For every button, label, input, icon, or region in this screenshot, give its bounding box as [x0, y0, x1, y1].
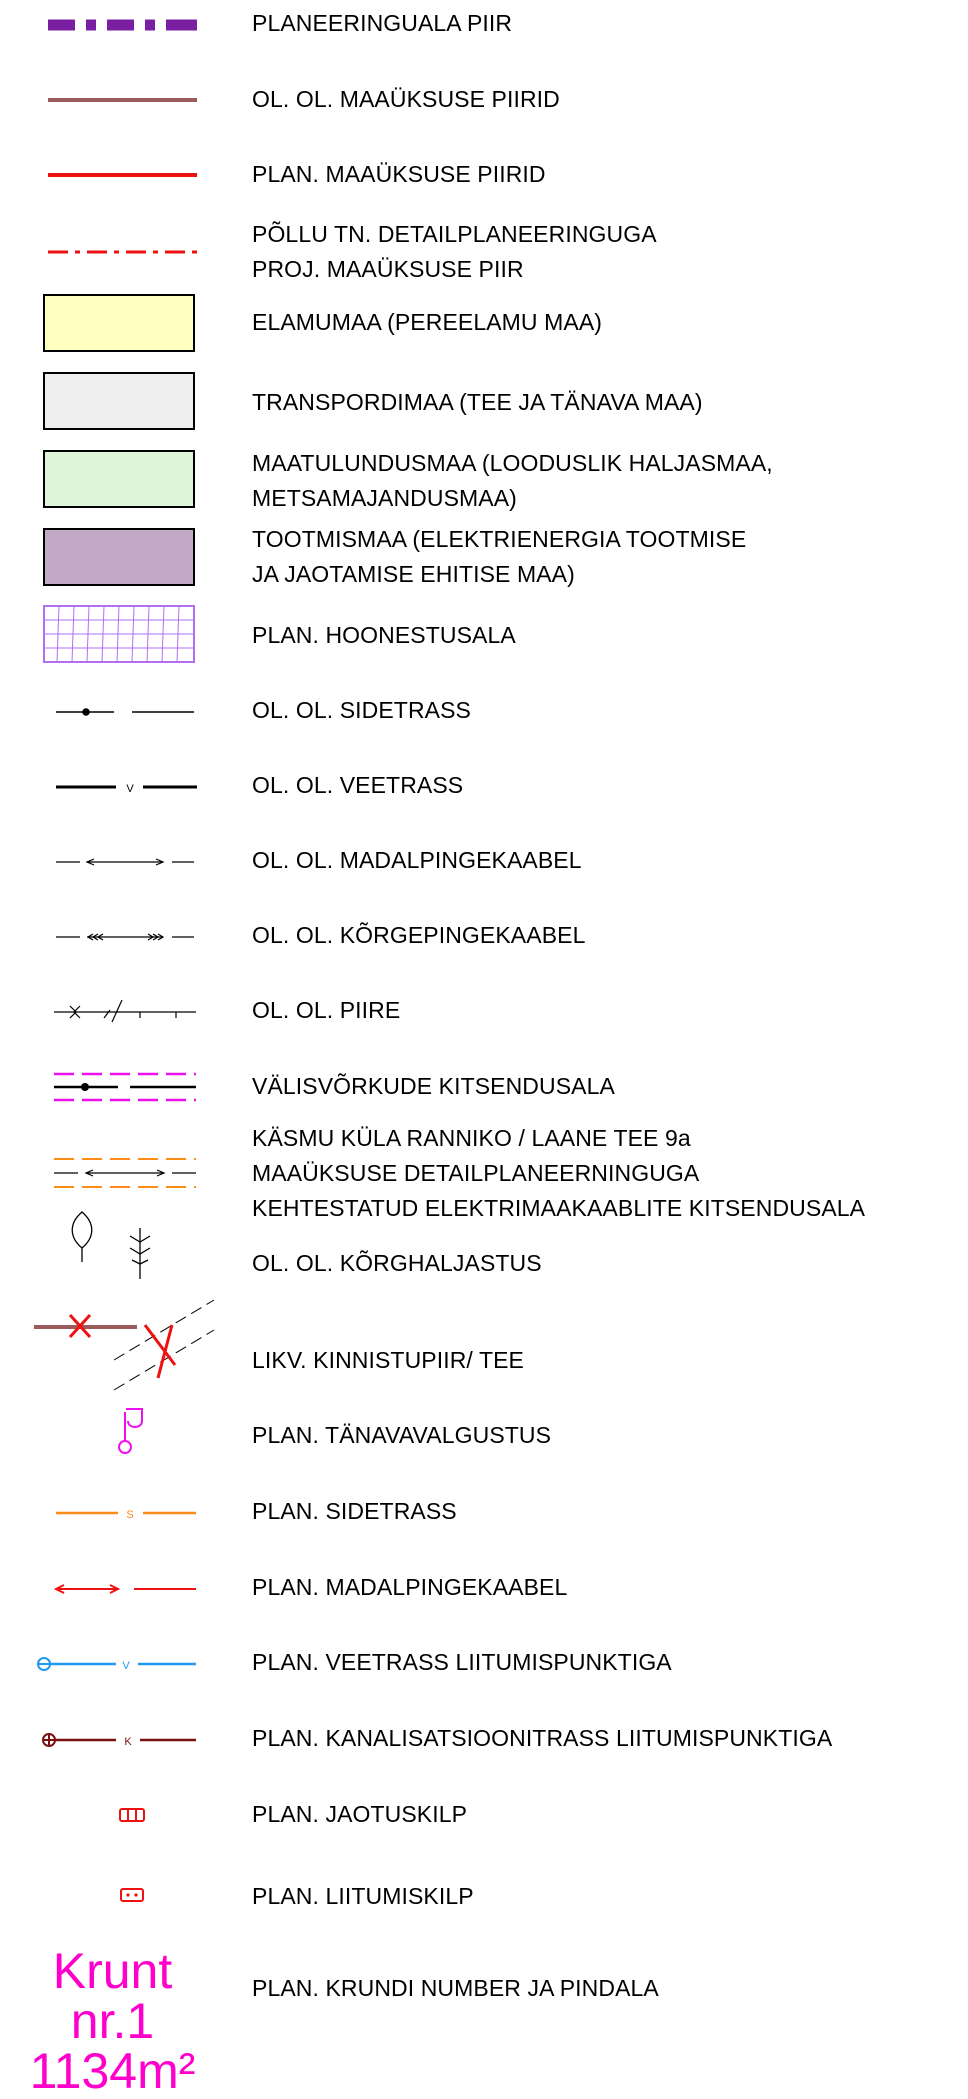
legend-label-distribution-board: PLAN. JAOTUSKILP [252, 1801, 468, 1827]
existing-high-voltage-cable-line [56, 934, 194, 940]
planned-water-line [38, 1658, 196, 1672]
legend-label-parcel-number: PLAN. KRUNDI NUMBER JA PINDALA [252, 1975, 659, 2001]
legend-label-utility-restriction: VÄLISVÕRKUDE KITSENDUSALA [252, 1073, 615, 1099]
parcel-number: Krunt nr.1 [52, 1943, 173, 2049]
legend-label-residential-land: ELAMUMAA (PEREELAMU MAA) [252, 309, 603, 335]
legend-label-planned-telecom: PLAN. SIDETRASS [252, 1498, 457, 1524]
planned-sewer-line [43, 1734, 196, 1748]
planned-low-voltage-cable-line [56, 1585, 196, 1593]
legend-label-planeeringuala-piir: PLANEERINGUALA PIIR [252, 10, 513, 36]
legend-label-existing-water: OL. OL. VEETRASS [252, 772, 464, 798]
parcel-area: 1134m² [29, 2043, 196, 2099]
legend-label-planned-sewer: PLAN. KANALISATSIOONITRASS LIITUMISPUNKTIGA [252, 1725, 833, 1751]
parcel-number-sample [10, 1943, 215, 2099]
street-light-icon [119, 1409, 142, 1453]
existing-low-voltage-cable-line [56, 859, 194, 865]
cable-restriction-zone-symbol [54, 1159, 196, 1187]
legend-label-transport-land: TRANSPORDIMAA (TEE JA TÄNAVA MAA) [252, 389, 703, 415]
utility-restriction-zone-symbol [54, 1074, 196, 1100]
legend-label-planned-boundary: PLAN. MAAÜKSUSE PIIRID [252, 161, 546, 187]
legend-label-projected-boundary: PÕLLU TN. DETAILPLANEERINGUGA PROJ. MAAÜKSUSE PIIR [252, 221, 657, 282]
residential-land-swatch [44, 295, 194, 351]
svg-text:K: K [124, 1736, 132, 1748]
legend-label-planned-water: PLAN. VEETRASS LIITUMISPUNKTIGA [252, 1649, 672, 1675]
legend-label-existing-low-voltage: OL. OL. MADALPINGEKAABEL [252, 847, 582, 873]
distribution-board-icon [120, 1809, 144, 1821]
transport-land-swatch [44, 373, 194, 429]
legend-label-street-light: PLAN. TÄNAVAVALGUSTUS [252, 1422, 552, 1448]
liquidated-boundary-symbol [34, 1300, 214, 1390]
legend-label-existing-boundary: OL. OL. MAAÜKSUSE PIIRID [252, 86, 560, 112]
legend-label-existing-telecom: OL. OL. SIDETRASS [252, 697, 471, 723]
existing-fence-line [54, 1000, 196, 1022]
production-land-swatch [44, 529, 194, 585]
legend-label-agricultural-land: MAATULUNDUSMAA (LOODUSLIK HALJASMAA, METSAMAJANDUSMAA) [252, 450, 773, 511]
tree-icon [72, 1212, 150, 1279]
planned-telecom-line [56, 1509, 196, 1521]
legend-label-connection-box: PLAN. LIITUMISKILP [252, 1883, 474, 1909]
svg-text:V: V [122, 1660, 130, 1672]
legend-label-existing-fence: OL. OL. PIIRE [252, 997, 401, 1023]
legend-label-trees: OL. OL. KÕRGHALJASTUS [252, 1250, 542, 1276]
agricultural-land-swatch [44, 451, 194, 507]
legend-label-production-land: TOOTMISMAA (ELEKTRIENERGIA TOOTMISE JA JAOTAMISE EHITISE MAA) [252, 526, 747, 587]
legend-label-liquidated-boundary: LIKV. KINNISTUPIIR/ TEE [252, 1347, 524, 1373]
svg-text:S: S [126, 1509, 134, 1521]
legend-label-building-area: PLAN. HOONESTUSALA [252, 622, 516, 648]
legend-label-existing-high-voltage: OL. OL. KÕRGEPINGEKAABEL [252, 922, 586, 948]
legend-symbols [0, 0, 240, 2033]
legend-label-planned-low-voltage: PLAN. MADALPINGEKAABEL [252, 1574, 568, 1600]
svg-text:V: V [126, 783, 134, 795]
connection-box-icon [121, 1889, 143, 1901]
building-area-hatch-swatch [44, 606, 194, 662]
legend-label-cable-restriction: KÄSMU KÜLA RANNIKO / LAANE TEE 9a MAAÜKSUSE DETAILPLANEERNINGUGA KEHTESTATUD ELEKTRIMAAKAABLITE KITSENDUSALA [252, 1125, 866, 1221]
existing-water-line [56, 783, 197, 795]
existing-telecom-line [56, 709, 194, 715]
